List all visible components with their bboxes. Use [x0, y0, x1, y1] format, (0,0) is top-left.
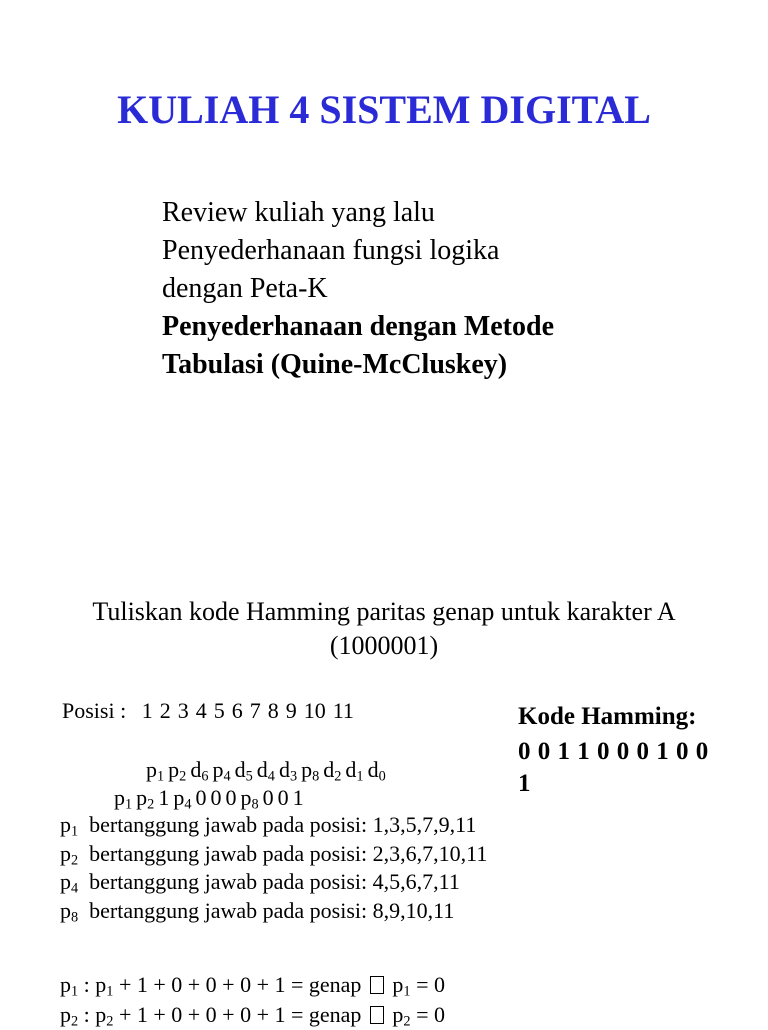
bit-value: 0 [210, 785, 222, 810]
responsibility-row: $p_8$ bertanggung jawab pada posisi: 8,9,10,11 [60, 898, 455, 926]
question-line-1: Tuliskan kode Hamming paritas genap untuk karakter A [92, 597, 676, 626]
bullet-quine-mccluskey: Tabulasi (Quine-McCluskey) [162, 349, 508, 380]
missing-glyph-box [370, 1006, 384, 1024]
posisi-number: 5 [213, 698, 225, 723]
posisi-number: 1 [141, 698, 153, 723]
bit-label: $p_2$ [168, 757, 187, 785]
posisi-label: Posisi : [62, 698, 127, 723]
bit-value: 1 [292, 785, 304, 810]
parity-equation: $p_2$ : $p_2 + 1 + 0 + 0 + 0 + 1$ = genap $p_2 = 0$ [60, 1002, 445, 1030]
bit-label: $d_1$ [345, 757, 364, 785]
parity-equation: $p_1$ : $p_1 + 1 + 0 + 0 + 0 + 1$ = genap $p_1 = 0$ [60, 972, 445, 1000]
bit-value: 0 [225, 785, 237, 810]
bullet-peta-k: dengan Peta-K [162, 273, 328, 304]
bit-value: $p_1$ [114, 785, 133, 813]
posisi-number: 6 [231, 698, 243, 723]
bit-label: $d_6$ [190, 757, 209, 785]
bit-label: $p_1$ [146, 757, 165, 785]
bit-value: $p_4$ [173, 785, 192, 813]
posisi-number: 7 [249, 698, 261, 723]
responsibility-row: $p_2$ bertanggung jawab pada posisi: 2,3,6,7,10,11 [60, 840, 488, 869]
missing-glyph-box [370, 976, 384, 994]
posisi-number: 2 [159, 698, 171, 723]
question-line-2: (1000001) [329, 631, 439, 660]
bit-label: $d_2$ [323, 757, 342, 785]
responsibility-row: $p_4$ bertanggung jawab pada posisi: 4,5,6,7,11 [60, 869, 460, 897]
posisi-number: 11 [332, 698, 354, 723]
bit-value: 0 [262, 785, 274, 810]
posisi-number: 3 [177, 698, 189, 723]
bit-label: $d_4$ [256, 757, 275, 785]
bullet-metode-tabulasi: Penyederhanaan dengan Metode [162, 311, 554, 342]
bit-value: 0 [277, 785, 289, 810]
bit-value: 0 [195, 785, 207, 810]
posisi-number: 4 [195, 698, 207, 723]
bit-values-row [114, 785, 308, 811]
kode-hamming-label: Kode Hamming: [518, 703, 697, 730]
bit-label: $p_8$ [301, 757, 320, 785]
bit-label: $d_3$ [278, 757, 298, 785]
bit-labels-row [146, 757, 390, 783]
posisi-number: 10 [303, 698, 326, 723]
posisi-number: 9 [285, 698, 297, 723]
responsibility-row: $p_1$ bertanggung jawab pada posisi: 1,3,5,7,9,11 [60, 812, 477, 840]
slide-title: KULIAH 4 SISTEM DIGITAL [117, 87, 651, 132]
bit-value: $p_8$ [240, 785, 259, 813]
bullet-penyederhanaan: Penyederhanaan fungsi logika [162, 235, 500, 266]
bit-value: $p_2$ [136, 785, 155, 813]
kode-hamming-bits-1: 0 0 1 1 0 0 0 1 0 0 [518, 738, 709, 765]
posisi-row [62, 698, 354, 724]
kode-hamming-bits-2: 1 [518, 770, 531, 797]
bit-label: $p_4$ [212, 757, 231, 785]
bullet-review: Review kuliah yang lalu [162, 197, 435, 228]
bit-value: 1 [158, 785, 170, 810]
posisi-number: 8 [267, 698, 279, 723]
bit-label: $d_5$ [234, 757, 253, 785]
posisi-numbers [132, 698, 354, 723]
bit-label: $d_0$ [367, 757, 386, 785]
